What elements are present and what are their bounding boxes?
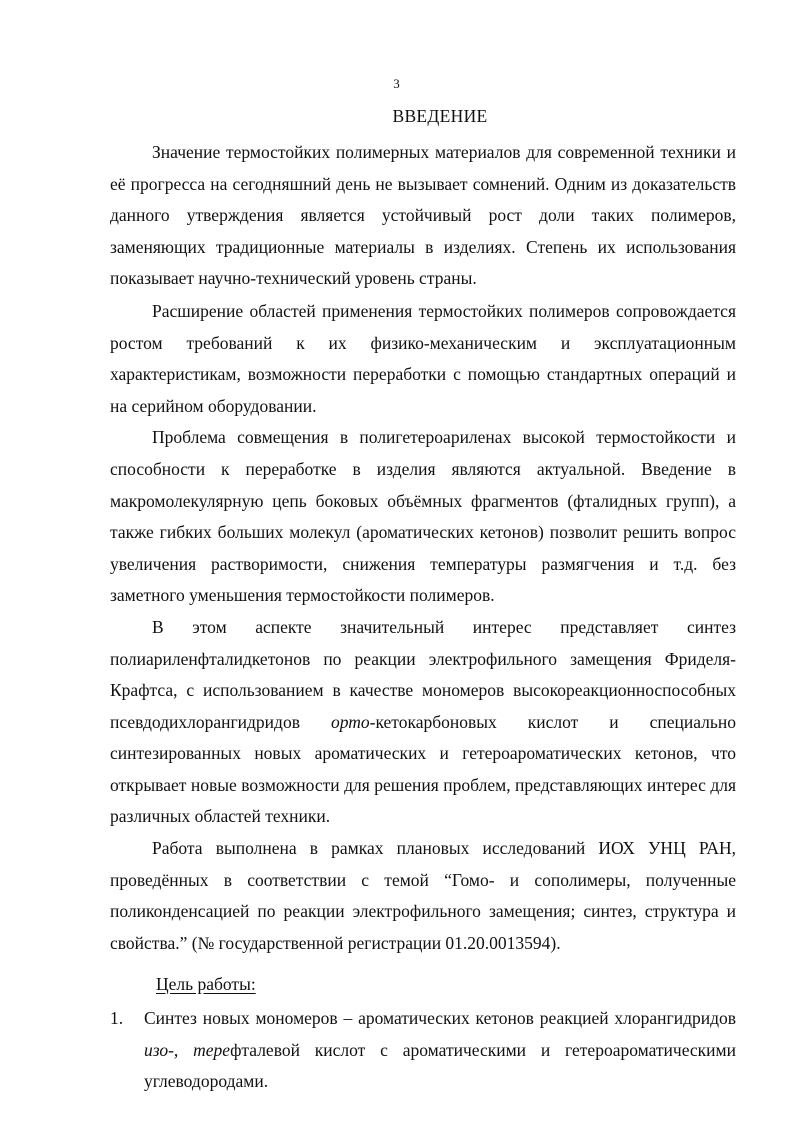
- list-item-italic-2: тере: [193, 1039, 231, 1060]
- paragraph-4-italic: орто: [330, 711, 370, 732]
- paragraph-4-before: В этом аспекте значительный интерес представляет синтез полиариленфталидкетонов по реакции электрофильного замещения Фриделя-Крафтса, с использованием в качестве мономеров высокореакционноспособных псевдодихлорангидридов: [110, 616, 736, 732]
- list-item-number: 1.: [110, 1008, 124, 1028]
- list-item-text-part-3: фталевой кислот с ароматическими и гетероароматическими углеводородами.: [144, 1039, 736, 1092]
- goal-heading: Цель работы:: [156, 974, 256, 994]
- paragraph-5: Работа выполнена в рамках плановых исследований ИОХ УНЦ РАН, проведённых в соответствии с темой “Гомо- и сополимеры, полученные поликонденсацией по реакции электрофильного замещения; синтез, структура и свойства.” (№ государственной регистрации 01.20.0013594).: [110, 838, 736, 953]
- body-text: [110, 137, 736, 959]
- list-item-text-part-1: Синтез новых мономеров – ароматических кетонов реакцией хлорангидридов: [144, 1008, 736, 1028]
- paragraph-4: [110, 612, 736, 833]
- page-number: 3: [393, 76, 400, 91]
- section-heading: ВВЕДЕНИЕ: [392, 106, 488, 126]
- list-item: [110, 1003, 736, 1098]
- paragraph-4-after: -кетокарбоновых кислот и специально синтезированных новых ароматических и гетероароматических кетонов, что открывает новые возможности для решения проблем, представляющих интерес для различных областей техники.: [110, 711, 736, 827]
- list-item-text-part-2: -,: [168, 1039, 194, 1060]
- paragraph-1: Значение термостойких полимерных материалов для современной техники и её прогресса на сегодняшний день не вызывает сомнений. Одним из доказательств данного утверждения является устойчивый рост доли таких полимеров, заменяющих традиционные материалы в изделиях. Степень их использования показывает научно-технический уровень страны.: [110, 142, 736, 289]
- paragraph-3: Проблема совмещения в полигетероариленах высокой термостойкости и способности к переработке в изделия являются актуальной. Введение в макромолекулярную цепь боковых объёмных фрагментов (фталидных групп), а также гибких больших молекул (ароматических кетонов) позволит решить вопрос увеличения растворимости, снижения температуры размягчения и т.д. без заметного уменьшения термостойкости полимеров.: [110, 427, 736, 606]
- list-item-text: [144, 1003, 736, 1098]
- paragraph-2: Расширение областей применения термостойких полимеров сопровождается ростом требований к их физико-механическим и эксплуатационным характеристикам, возможности переработки с помощью стандартных операций и на серийном оборудовании.: [110, 300, 736, 416]
- list-item-italic-1: изо: [144, 1039, 169, 1060]
